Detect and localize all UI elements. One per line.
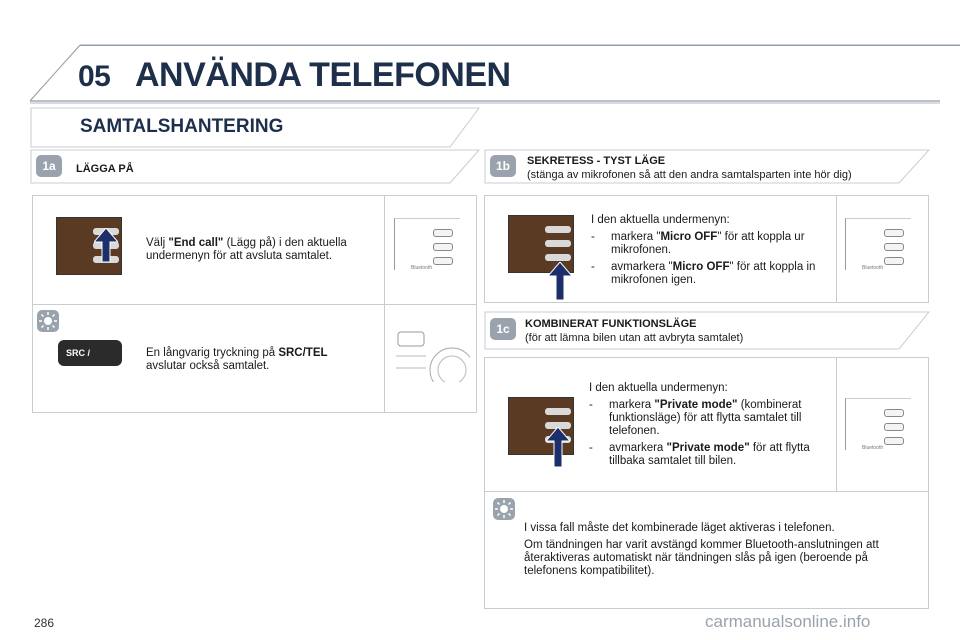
display-button <box>433 243 453 251</box>
text-fragment: (kombinerat funktionsläge) för att flytta samtalet till telefonen. <box>609 399 802 437</box>
panel-1b-heading: SEKRETESS - TYST LÄGE <box>527 155 666 167</box>
private-mode-label: "Private mode" <box>666 442 750 454</box>
radio-display-1a <box>394 218 460 270</box>
chapter-header <box>0 0 960 110</box>
micro-off-label: Micro OFF <box>660 231 718 243</box>
panel-1a-text <box>146 237 376 263</box>
divider <box>33 304 476 305</box>
bullet-dash: - <box>589 442 593 454</box>
text-fragment: " för att koppla ur mikrofonen. <box>611 231 805 256</box>
display-button <box>884 257 904 265</box>
text-fragment: för att flytta tillbaka samtalet till bilen. <box>609 442 810 467</box>
radio-display-1b <box>845 218 911 270</box>
tip-1c-line: Om tändningen har varit avstängd kommer Bluetooth-anslutningen att återaktiveras automatiskt när tändningen slås på igen (beroende på telefonens kompatibilitet). <box>524 539 879 577</box>
display-button <box>884 437 904 445</box>
src-tel-button: SRC / <box>58 340 122 366</box>
divider <box>836 358 837 491</box>
menu-button <box>545 240 571 247</box>
bluetooth-label: Bluetooth <box>862 445 884 451</box>
panel-1a-heading: LÄGGA PÅ <box>76 163 134 175</box>
display-button <box>884 423 904 431</box>
private-mode-label: "Private mode" <box>654 399 738 411</box>
tip-1c-line: I vissa fall måste det kombinerade läget aktiveras i telefonen. <box>524 522 835 534</box>
menu-button <box>545 254 571 261</box>
bullet-text <box>609 399 829 438</box>
tip-1c-text <box>524 522 914 578</box>
end-call-label: "End call" <box>168 237 224 249</box>
badge-1c: 1c <box>490 318 516 340</box>
section-title: SAMTALSHANTERING <box>80 116 284 137</box>
chapter-title: ANVÄNDA TELEFONEN <box>135 56 511 94</box>
bullet-text <box>609 442 829 468</box>
bulb-icon <box>493 498 515 520</box>
divider <box>485 491 928 492</box>
bulb-icon <box>37 310 59 332</box>
menu-button <box>545 408 571 415</box>
display-button <box>884 409 904 417</box>
bullet-text <box>611 261 827 287</box>
badge-1a: 1a <box>36 155 62 177</box>
src-tel-label: SRC/TEL <box>278 347 328 359</box>
panel-1b-subheading: (stänga av mikrofonen så att den andra samtalsparten inte hör dig) <box>527 169 852 181</box>
bluetooth-label: Bluetooth <box>862 265 884 271</box>
badge-1b: 1b <box>490 155 516 177</box>
display-button <box>433 229 453 237</box>
radio-display-1c <box>845 398 911 450</box>
chapter-number: 05 <box>78 60 111 93</box>
arrow-up-icon <box>94 228 118 262</box>
tip-icon <box>37 310 59 332</box>
list-item <box>589 442 829 468</box>
text-fragment: avmarkera <box>609 442 667 454</box>
text-fragment: (Lägg på) i den aktuella undermenyn för att avsluta samtalet. <box>146 237 347 262</box>
text-fragment: markera <box>609 399 655 411</box>
display-button <box>884 243 904 251</box>
divider <box>836 196 837 302</box>
bullet-text <box>611 231 827 257</box>
text-fragment: " för att koppla in mikrofonen igen. <box>611 261 816 286</box>
display-button <box>433 257 453 265</box>
panel-1c-text <box>589 382 829 468</box>
list-item <box>591 231 827 257</box>
page-number: 286 <box>34 616 55 630</box>
list-item <box>591 261 827 287</box>
micro-off-label: Micro OFF <box>672 261 730 273</box>
text-fragment: En långvarig tryckning på <box>146 347 279 359</box>
panel-1b-text <box>591 214 827 287</box>
panel-1b-intro: I den aktuella undermenyn: <box>591 214 730 226</box>
arrow-up-icon <box>548 262 572 300</box>
tip-icon <box>493 498 515 520</box>
panel-1c-subheading: (för att lämna bilen utan att avbryta samtalet) <box>525 332 744 344</box>
bullet-dash: - <box>591 231 595 243</box>
menu-button <box>545 226 571 233</box>
arrow-up-icon <box>546 427 570 467</box>
bullet-dash: - <box>591 261 595 273</box>
tip-1a-text <box>146 347 366 373</box>
panel-1c-intro: I den aktuella undermenyn: <box>589 382 728 394</box>
panel-1c-heading: KOMBINERAT FUNKTIONSLÄGE <box>525 318 697 330</box>
bluetooth-label: Bluetooth <box>411 265 433 271</box>
text-fragment: avslutar också samtalet. <box>146 360 270 372</box>
radio-knob-illustration <box>396 328 470 382</box>
list-item <box>589 399 829 438</box>
watermark: carmanualsonline.info <box>705 612 871 631</box>
text-fragment: avmarkera " <box>611 261 673 273</box>
text-fragment: markera " <box>611 231 661 243</box>
display-button <box>884 229 904 237</box>
bullet-dash: - <box>589 399 593 411</box>
panel-1c-strip <box>484 310 930 350</box>
text-fragment: Välj <box>146 237 169 249</box>
